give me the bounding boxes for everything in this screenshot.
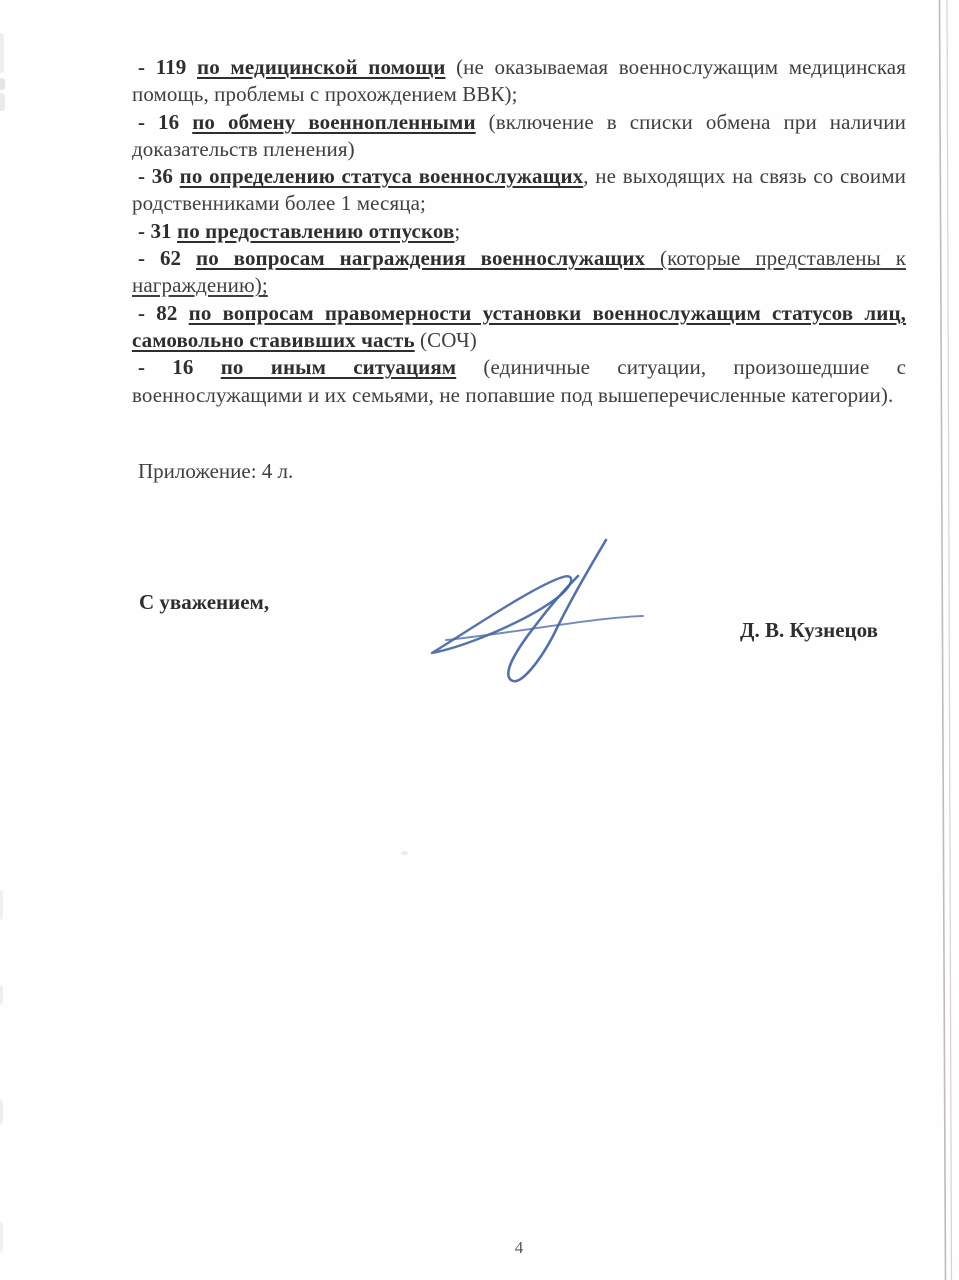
scan-artifact: [0, 1100, 3, 1124]
scan-artifact: [0, 985, 3, 1005]
category-description: (СОЧ): [414, 327, 477, 352]
category-item: [132, 354, 906, 409]
category-topic: по иным ситуациям: [220, 355, 457, 380]
category-topic: по обмену военнопленными: [192, 109, 476, 134]
signer-name: Д. В. Кузнецов: [740, 618, 878, 642]
scan-artifact: [0, 33, 4, 73]
category-description: (единичные ситуации, произошедшие с военнослужащими и их семьями, не попавшие под вышеперечисленные категории).: [132, 355, 907, 407]
category-item: [132, 300, 906, 355]
page-number: 4: [514, 1238, 524, 1257]
closing-salutation: С уважением,: [139, 590, 270, 614]
category-item: [132, 163, 906, 218]
scan-artifact: [0, 1222, 3, 1252]
category-count: - 82: [138, 300, 189, 325]
category-count: - 16: [138, 355, 221, 380]
category-count: - 119: [138, 55, 197, 79]
category-description: ;: [454, 218, 461, 243]
category-topic: по вопросам награждения военнослужащих: [196, 246, 646, 271]
request-categories-list: [132, 54, 906, 409]
signature-icon: [416, 537, 651, 692]
category-topic: по вопросам правомерности установки военнослужащим статусов лиц, самовольно ставивших часть: [132, 300, 907, 352]
category-description: (которые представлены к награждению);: [132, 246, 906, 298]
category-item: [132, 109, 906, 164]
category-description: (не оказываемая военнослужащим медицинская помощь, проблемы с прохождением ВВК);: [132, 55, 906, 107]
category-topic: по предоставлению отпусков: [177, 218, 455, 243]
scan-artifact: [0, 93, 5, 111]
category-item: [132, 218, 906, 245]
category-count: - 36: [138, 164, 180, 189]
category-topic: по определению статуса военнослужащих: [179, 164, 584, 189]
category-description: (включение в списки обмена при наличии доказательств пленения): [132, 109, 906, 161]
attachment-note: Приложение: 4 л.: [138, 459, 294, 483]
category-item: [132, 245, 906, 300]
category-count: - 62: [138, 246, 196, 271]
category-count: - 16: [138, 109, 193, 134]
scan-artifact: [401, 851, 408, 855]
scan-artifact: [0, 78, 5, 90]
scan-artifact: [0, 890, 3, 920]
category-count: - 31: [138, 218, 177, 243]
category-item: [132, 54, 906, 109]
category-topic: по медицинской помощи: [197, 55, 446, 79]
category-description: , не выходящих на связь со своими родственниками более 1 месяца;: [132, 164, 906, 216]
